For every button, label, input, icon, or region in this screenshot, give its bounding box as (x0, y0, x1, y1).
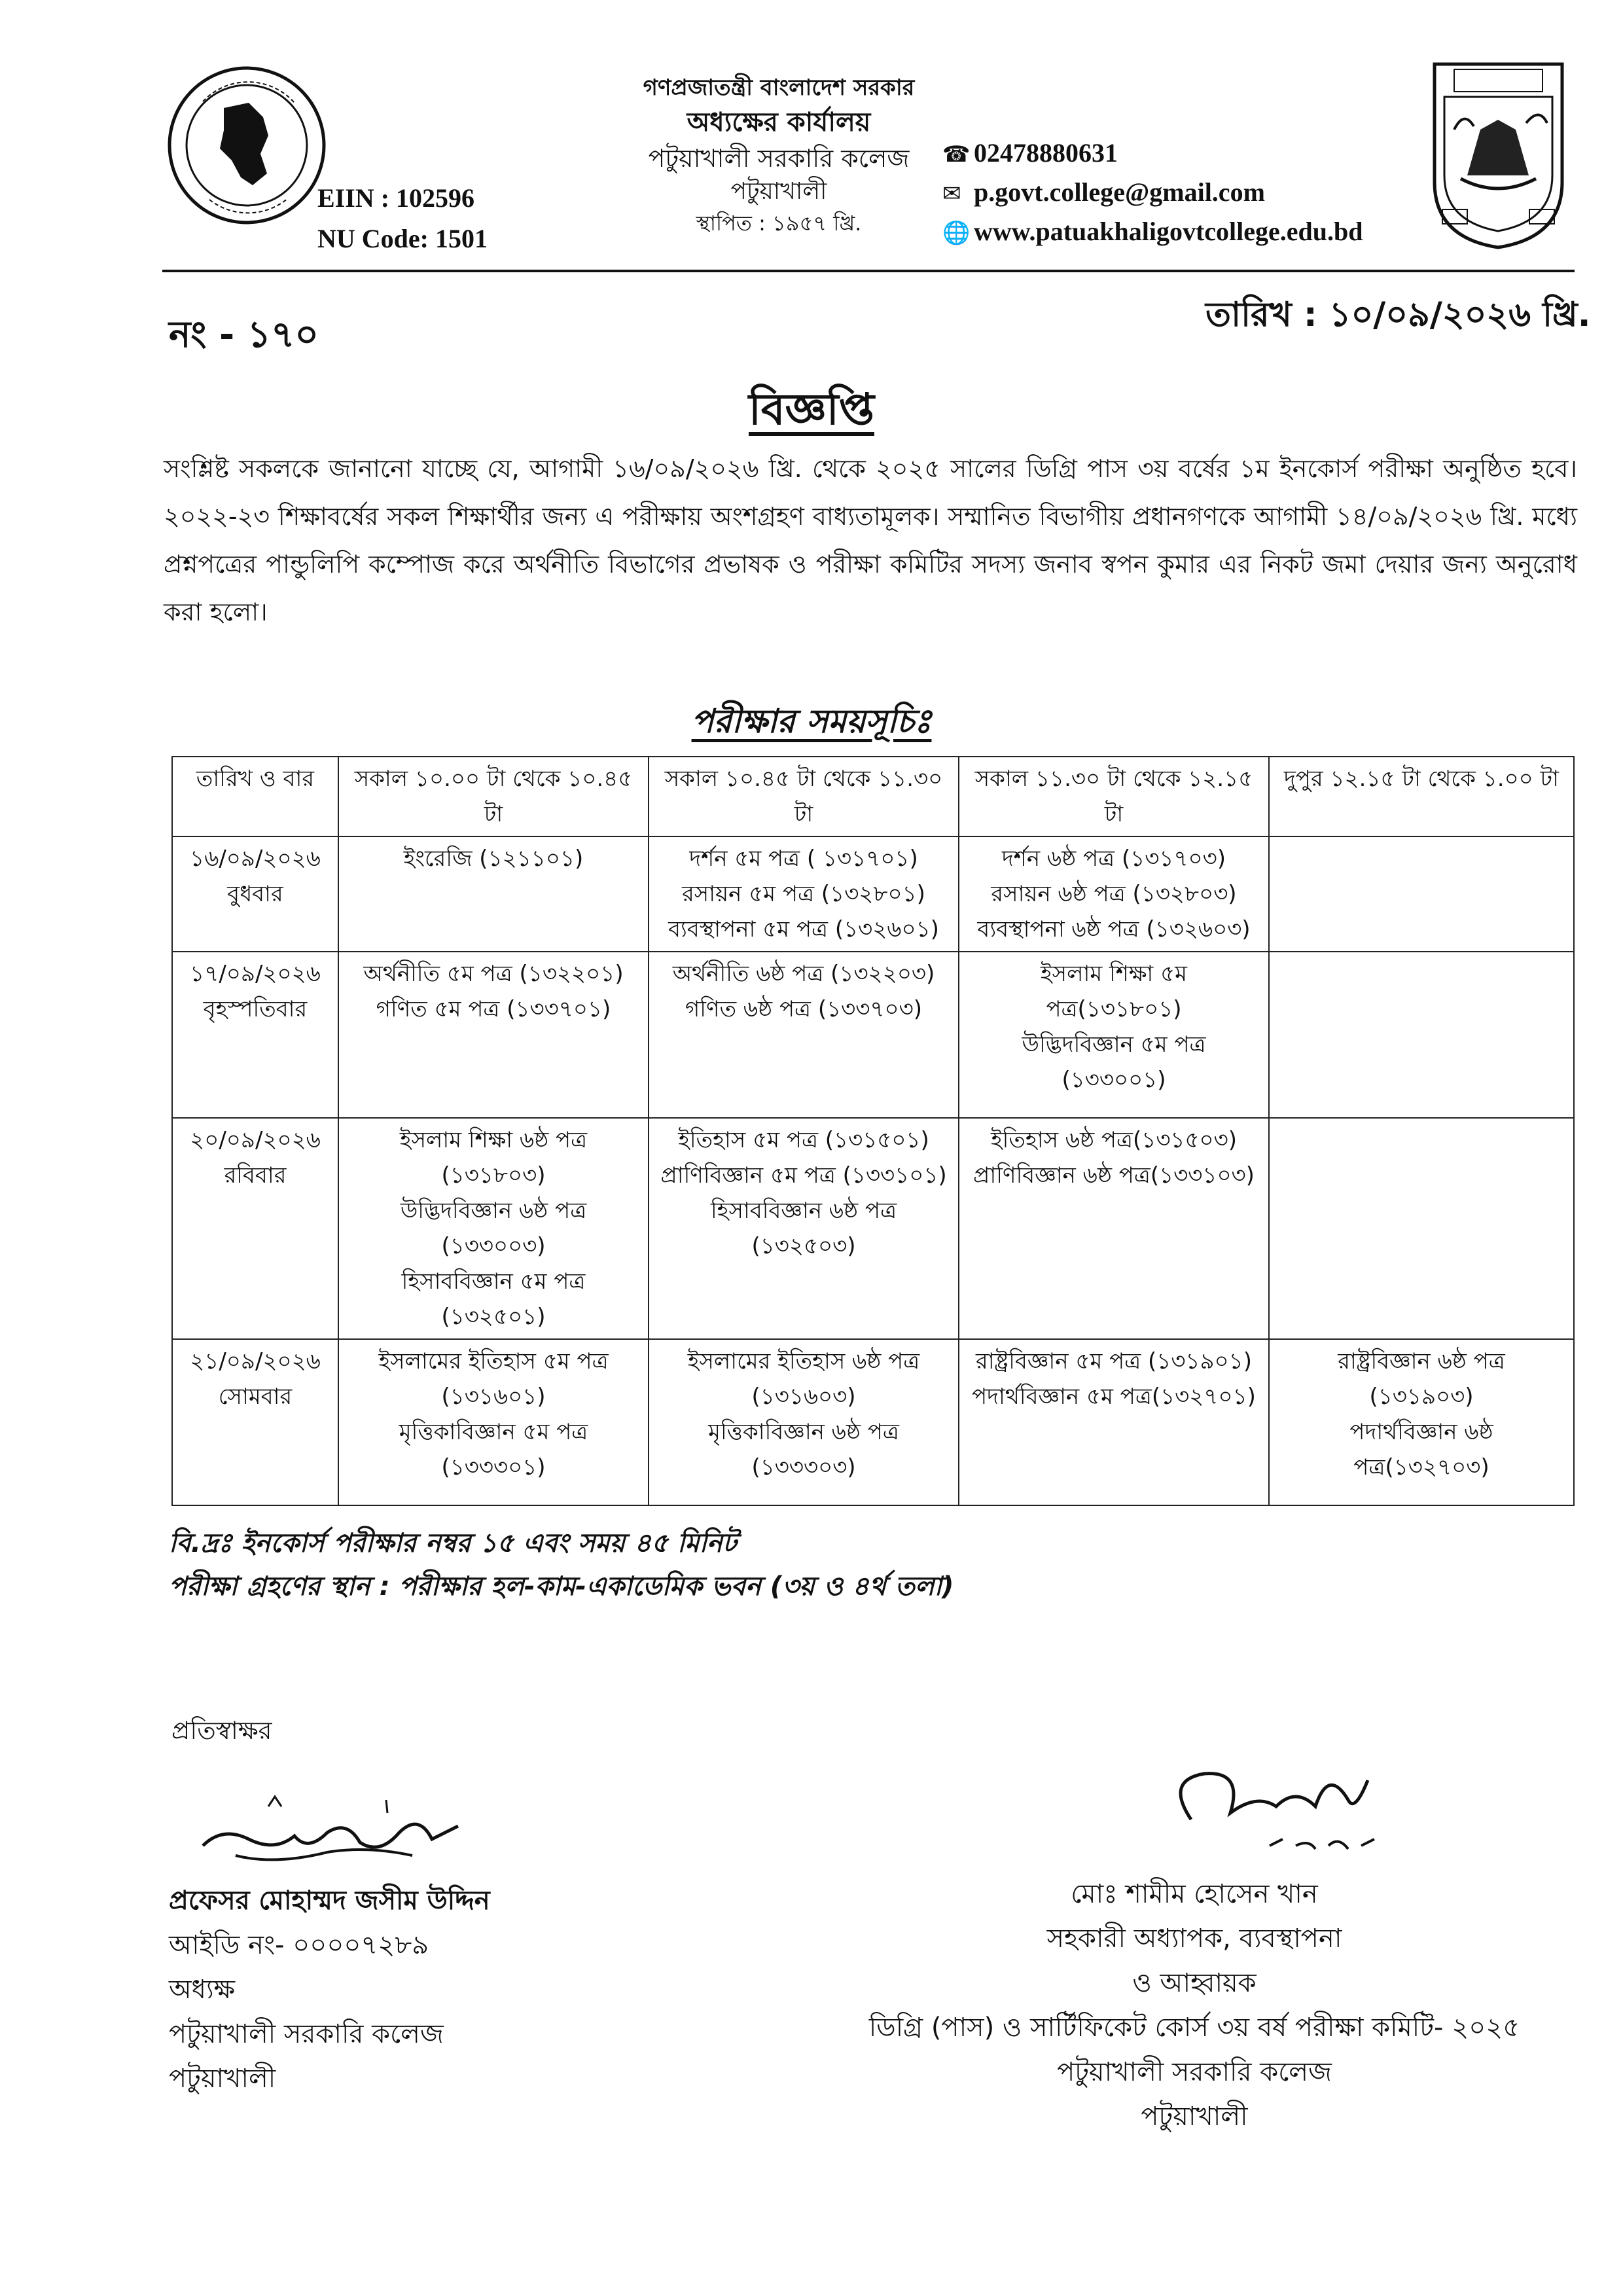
phone-icon: ☎ (942, 141, 971, 168)
cell-slot-4 (1269, 952, 1574, 1118)
subject: ইতিহাস ৬ষ্ঠ পত্র(১৩১৫০৩) (990, 1127, 1238, 1153)
subject: রাষ্ট্রবিজ্ঞান ৫ম পত্র (১৩১৯০১) (976, 1348, 1252, 1374)
cell-date (172, 836, 338, 952)
subject: পদার্থবিজ্ঞান ৫ম পত্র(১৩২৭০১) (972, 1384, 1256, 1410)
notice-date: তারিখ : ১০/০৯/২০২৬ খ্রি. (1205, 295, 1591, 334)
date-text: ১৭/০৯/২০২৬ (190, 961, 321, 987)
countersign-label: প্রতিস্বাক্ষর (171, 1716, 272, 1745)
cell-slot-1 (338, 1118, 649, 1339)
subject: অর্থনীতি ৬ষ্ঠ পত্র (১৩২২০৩) (672, 961, 935, 987)
notice-title: বিজ্ঞপ্তি (749, 384, 874, 435)
day-text: বৃহস্পতিবার (203, 996, 308, 1022)
cell-date (172, 1339, 338, 1505)
signatory-right (818, 1872, 1571, 2139)
subject: পত্র(১৩২৭০৩) (1353, 1454, 1489, 1480)
bangladesh-map-seal-icon (164, 62, 330, 229)
subject: গণিত ৫ম পত্র (১৩৩৭০১) (376, 996, 611, 1022)
subject: উদ্ভিদবিজ্ঞান ৫ম পত্র (1022, 1031, 1206, 1058)
subject: মৃত্তিকাবিজ্ঞান ৬ষ্ঠ পত্র (708, 1419, 899, 1445)
convener-signature (1152, 1741, 1427, 1865)
subject: ইসলামের ইতিহাস ৬ষ্ঠ পত্র (687, 1348, 920, 1374)
principal-college: পটুয়াখালী সরকারি কলেজ (169, 2019, 444, 2049)
principal-title: অধ্যক্ষ (169, 1975, 236, 2005)
cell-slot-4 (1269, 1118, 1574, 1339)
cell-slot-3 (959, 952, 1269, 1118)
convener-title: সহকারী অধ্যাপক, ব্যবস্থাপনা (1046, 1924, 1342, 1954)
subject: ব্যবস্থাপনা ৬ষ্ঠ পত্র (১৩২৬০৩) (977, 916, 1251, 942)
college-name: পটুয়াখালী সরকারি কলেজ (648, 144, 910, 173)
notice-title-wrap (0, 376, 1623, 448)
subject: পদার্থবিজ্ঞান ৬ষ্ঠ (1349, 1419, 1493, 1445)
schedule-title: পরীক্ষার সময়সূচিঃ (691, 702, 932, 740)
principal-id: আইডি নং- ০০০০৭২৮৯ (169, 1930, 429, 1960)
cell-slot-3 (959, 1118, 1269, 1339)
header-slot-2: সকাল ১০.৪৫ টা থেকে ১১.৩০ টা (649, 757, 959, 836)
subject: গণিত ৬ষ্ঠ পত্র (১৩৩৭০৩) (685, 996, 922, 1022)
header-divider (162, 270, 1575, 272)
gov-name: গণপ্রজাতন্ত্রী বাংলাদেশ সরকার (643, 75, 915, 101)
subject: ইতিহাস ৫ম পত্র (১৩১৫০১) (678, 1127, 929, 1153)
office-name: অধ্যক্ষের কার্যালয় (687, 107, 871, 137)
cell-slot-1 (338, 1339, 649, 1505)
govt-seal-logo (164, 62, 330, 229)
subject: প্রাণিবিজ্ঞান ৫ম পত্র (১৩৩১০১) (660, 1162, 947, 1189)
date-text: ২০/০৯/২০২৬ (190, 1127, 321, 1153)
table-row (172, 952, 1574, 1118)
subject: (১৩৩০০১) (1061, 1067, 1166, 1093)
table-row (172, 1339, 1574, 1505)
subject: (১৩১৯০৩) (1369, 1384, 1474, 1410)
handwritten-signature-icon (1152, 1741, 1427, 1865)
subject: (১৩২৫০১) (441, 1304, 546, 1330)
cell-slot-1 (338, 836, 649, 952)
subject: (১৩১৬০৩) (751, 1384, 856, 1410)
subject: ইসলাম শিক্ষা ৬ষ্ঠ পত্র (399, 1127, 588, 1153)
day-text: সোমবার (218, 1384, 293, 1410)
convener-name: মোঃ শামীম হোসেন খান (1071, 1879, 1318, 1909)
principal-signature (196, 1793, 471, 1878)
cell-date (172, 1118, 338, 1339)
institution-codes (317, 178, 488, 259)
subject: হিসাববিজ্ঞান ৬ষ্ঠ পত্র (710, 1198, 897, 1224)
subject: ইসলামের ইতিহাস ৫ম পত্র (378, 1348, 609, 1374)
subject: (১৩২৫০৩) (751, 1233, 856, 1259)
subject: হিসাববিজ্ঞান ৫ম পত্র (401, 1268, 586, 1295)
mail-icon: ✉ (942, 181, 961, 207)
committee-name: ডিগ্রি (পাস) ও সার্টিফিকেট কোর্স ৩য় বর্ষ পরীক্ষা কমিটি- ২০২৫ (868, 2013, 1520, 2043)
subject: অর্থনীতি ৫ম পত্র (১৩২২০১) (363, 961, 624, 987)
subject: রসায়ন ৬ষ্ঠ পত্র (১৩২৮০৩) (991, 881, 1237, 907)
district-name: পটুয়াখালী (730, 178, 827, 205)
marks-note: বি.দ্রঃ ইনকোর্স পরীক্ষার নম্বর ১৫ এবং সময় ৪৫ মিনিট (169, 1528, 737, 1558)
cell-slot-3 (959, 1339, 1269, 1505)
cell-slot-4 (1269, 836, 1574, 952)
header-slot-1: সকাল ১০.০০ টা থেকে ১০.৪৫ টা (338, 757, 649, 836)
table-row (172, 1118, 1574, 1339)
subject: (১৩৩০০৩) (441, 1233, 546, 1259)
college-crest-icon (1428, 58, 1569, 251)
date-text: ১৬/০৯/২০২৬ (190, 846, 321, 872)
website[interactable]: www.patuakhaligovtcollege.edu.bd (974, 217, 1363, 246)
header-slot-3: সকাল ১১.৩০ টা থেকে ১২.১৫ টা (959, 757, 1269, 836)
day-text: রবিবার (224, 1162, 287, 1189)
cell-slot-2 (649, 1339, 959, 1505)
exam-notes (169, 1522, 954, 1608)
subject: (১৩১৮০৩) (441, 1162, 546, 1189)
subject: (১৩১৬০১) (441, 1384, 546, 1410)
date-text: ২১/০৯/২০২৬ (190, 1348, 321, 1374)
cell-slot-3 (959, 836, 1269, 952)
subject: ব্যবস্থাপনা ৫ম পত্র (১৩২৬০১) (668, 916, 939, 942)
cell-slot-2 (649, 836, 959, 952)
schedule-title-wrap (0, 697, 1623, 751)
subject: ইসলাম শিক্ষা ৫ম (1040, 961, 1188, 987)
subject: রাষ্ট্রবিজ্ঞান ৬ষ্ঠ পত্র (1338, 1348, 1505, 1374)
email[interactable]: p.govt.college@gmail.com (974, 177, 1265, 207)
header-date-day: তারিখ ও বার (172, 757, 338, 836)
established: স্থাপিত : ১৯৫৭ খ্রি. (696, 211, 862, 236)
header-slot-4: দুপুর ১২.১৫ টা থেকে ১.০০ টা (1269, 757, 1574, 836)
subject: উদ্ভিদবিজ্ঞান ৬ষ্ঠ পত্র (400, 1198, 587, 1224)
subject: প্রাণিবিজ্ঞান ৬ষ্ঠ পত্র(১৩৩১০৩) (973, 1162, 1255, 1189)
email-row (942, 173, 1363, 213)
cell-slot-2 (649, 952, 959, 1118)
day-text: বুধবার (227, 881, 283, 907)
nu-code: NU Code: 1501 (317, 224, 488, 253)
subject: ইংরেজি (১২১১০১) (403, 846, 584, 872)
subject: মৃত্তিকাবিজ্ঞান ৫ম পত্র (399, 1419, 588, 1445)
subject: (১৩৩৩০১) (441, 1454, 546, 1480)
venue-note: পরীক্ষা গ্রহণের স্থান : পরীক্ষার হল-কাম-একাডেমিক ভবন (৩য় ও ৪র্থ তলা) (169, 1571, 954, 1602)
eiin: EIIN : 102596 (317, 183, 475, 213)
subject: রসায়ন ৫ম পত্র (১৩২৮০১) (682, 881, 925, 907)
principal-district: পটুয়াখালী (169, 2064, 276, 2094)
cell-slot-4 (1269, 1339, 1574, 1505)
convener-district: পটুয়াখালী (1141, 2102, 1248, 2132)
globe-icon: 🌐 (942, 220, 971, 246)
principal-name: প্রফেসর মোহাম্মদ জসীম উদ্দিন (169, 1886, 490, 1916)
subject: দর্শন ৬ষ্ঠ পত্র (১৩১৭০৩) (1001, 846, 1226, 872)
phone: 02478880631 (974, 138, 1118, 168)
subject: দর্শন ৫ম পত্র ( ১৩১৭০১) (689, 846, 918, 872)
web-row (942, 213, 1363, 252)
notice-body: সংশ্লিষ্ট সকলকে জানানো যাচ্ছে যে, আগামী ১৬/০৯/২০২৬ খ্রি. থেকে ২০২৫ সালের ডিগ্রি পাস ৩য় বর্ষের ১ম ইনকোর্স পরীক্ষা অনুষ্ঠিত হবে। ২০২২-২৩ শিক্ষাবর্ষের সকল শিক্ষার্থীর জন্য এ পরীক্ষায় অংশগ্রহণ বাধ্যতামূলক। সম্মানিত বিভাগীয় প্রধানগণকে আগামী ১৪/০৯/২০২৬ খ্রি. মধ্যে প্রশ্নপত্রের পান্ডুলিপি কম্পোজ করে অর্থনীতি বিভাগের প্রভাষক ও পরীক্ষা কমিটির সদস্য জনাব স্বপন কুমার এর নিকট জমা দেয়ার জন্য অনুরোধ করা হলো। (164, 454, 1577, 626)
subject: পত্র(১৩১৮০১) (1046, 996, 1182, 1022)
signatory-left (169, 1878, 490, 2101)
convener-college: পটুয়াখালী সরকারি কলেজ (1057, 2057, 1332, 2087)
table-row (172, 836, 1574, 952)
subject: (১৩৩৩০৩) (751, 1454, 856, 1480)
cell-slot-1 (338, 952, 649, 1118)
table-header-row (172, 757, 1574, 836)
memo-number: নং - ১৭০ (169, 314, 319, 356)
college-crest-logo (1428, 58, 1569, 251)
phone-row (942, 134, 1363, 173)
cell-slot-2 (649, 1118, 959, 1339)
handwritten-signature-icon (196, 1793, 471, 1878)
exam-schedule-table (171, 756, 1575, 1506)
convener-role: ও আহ্বায়ক (1132, 1968, 1257, 1998)
cell-date (172, 952, 338, 1118)
contact-block (942, 134, 1363, 252)
